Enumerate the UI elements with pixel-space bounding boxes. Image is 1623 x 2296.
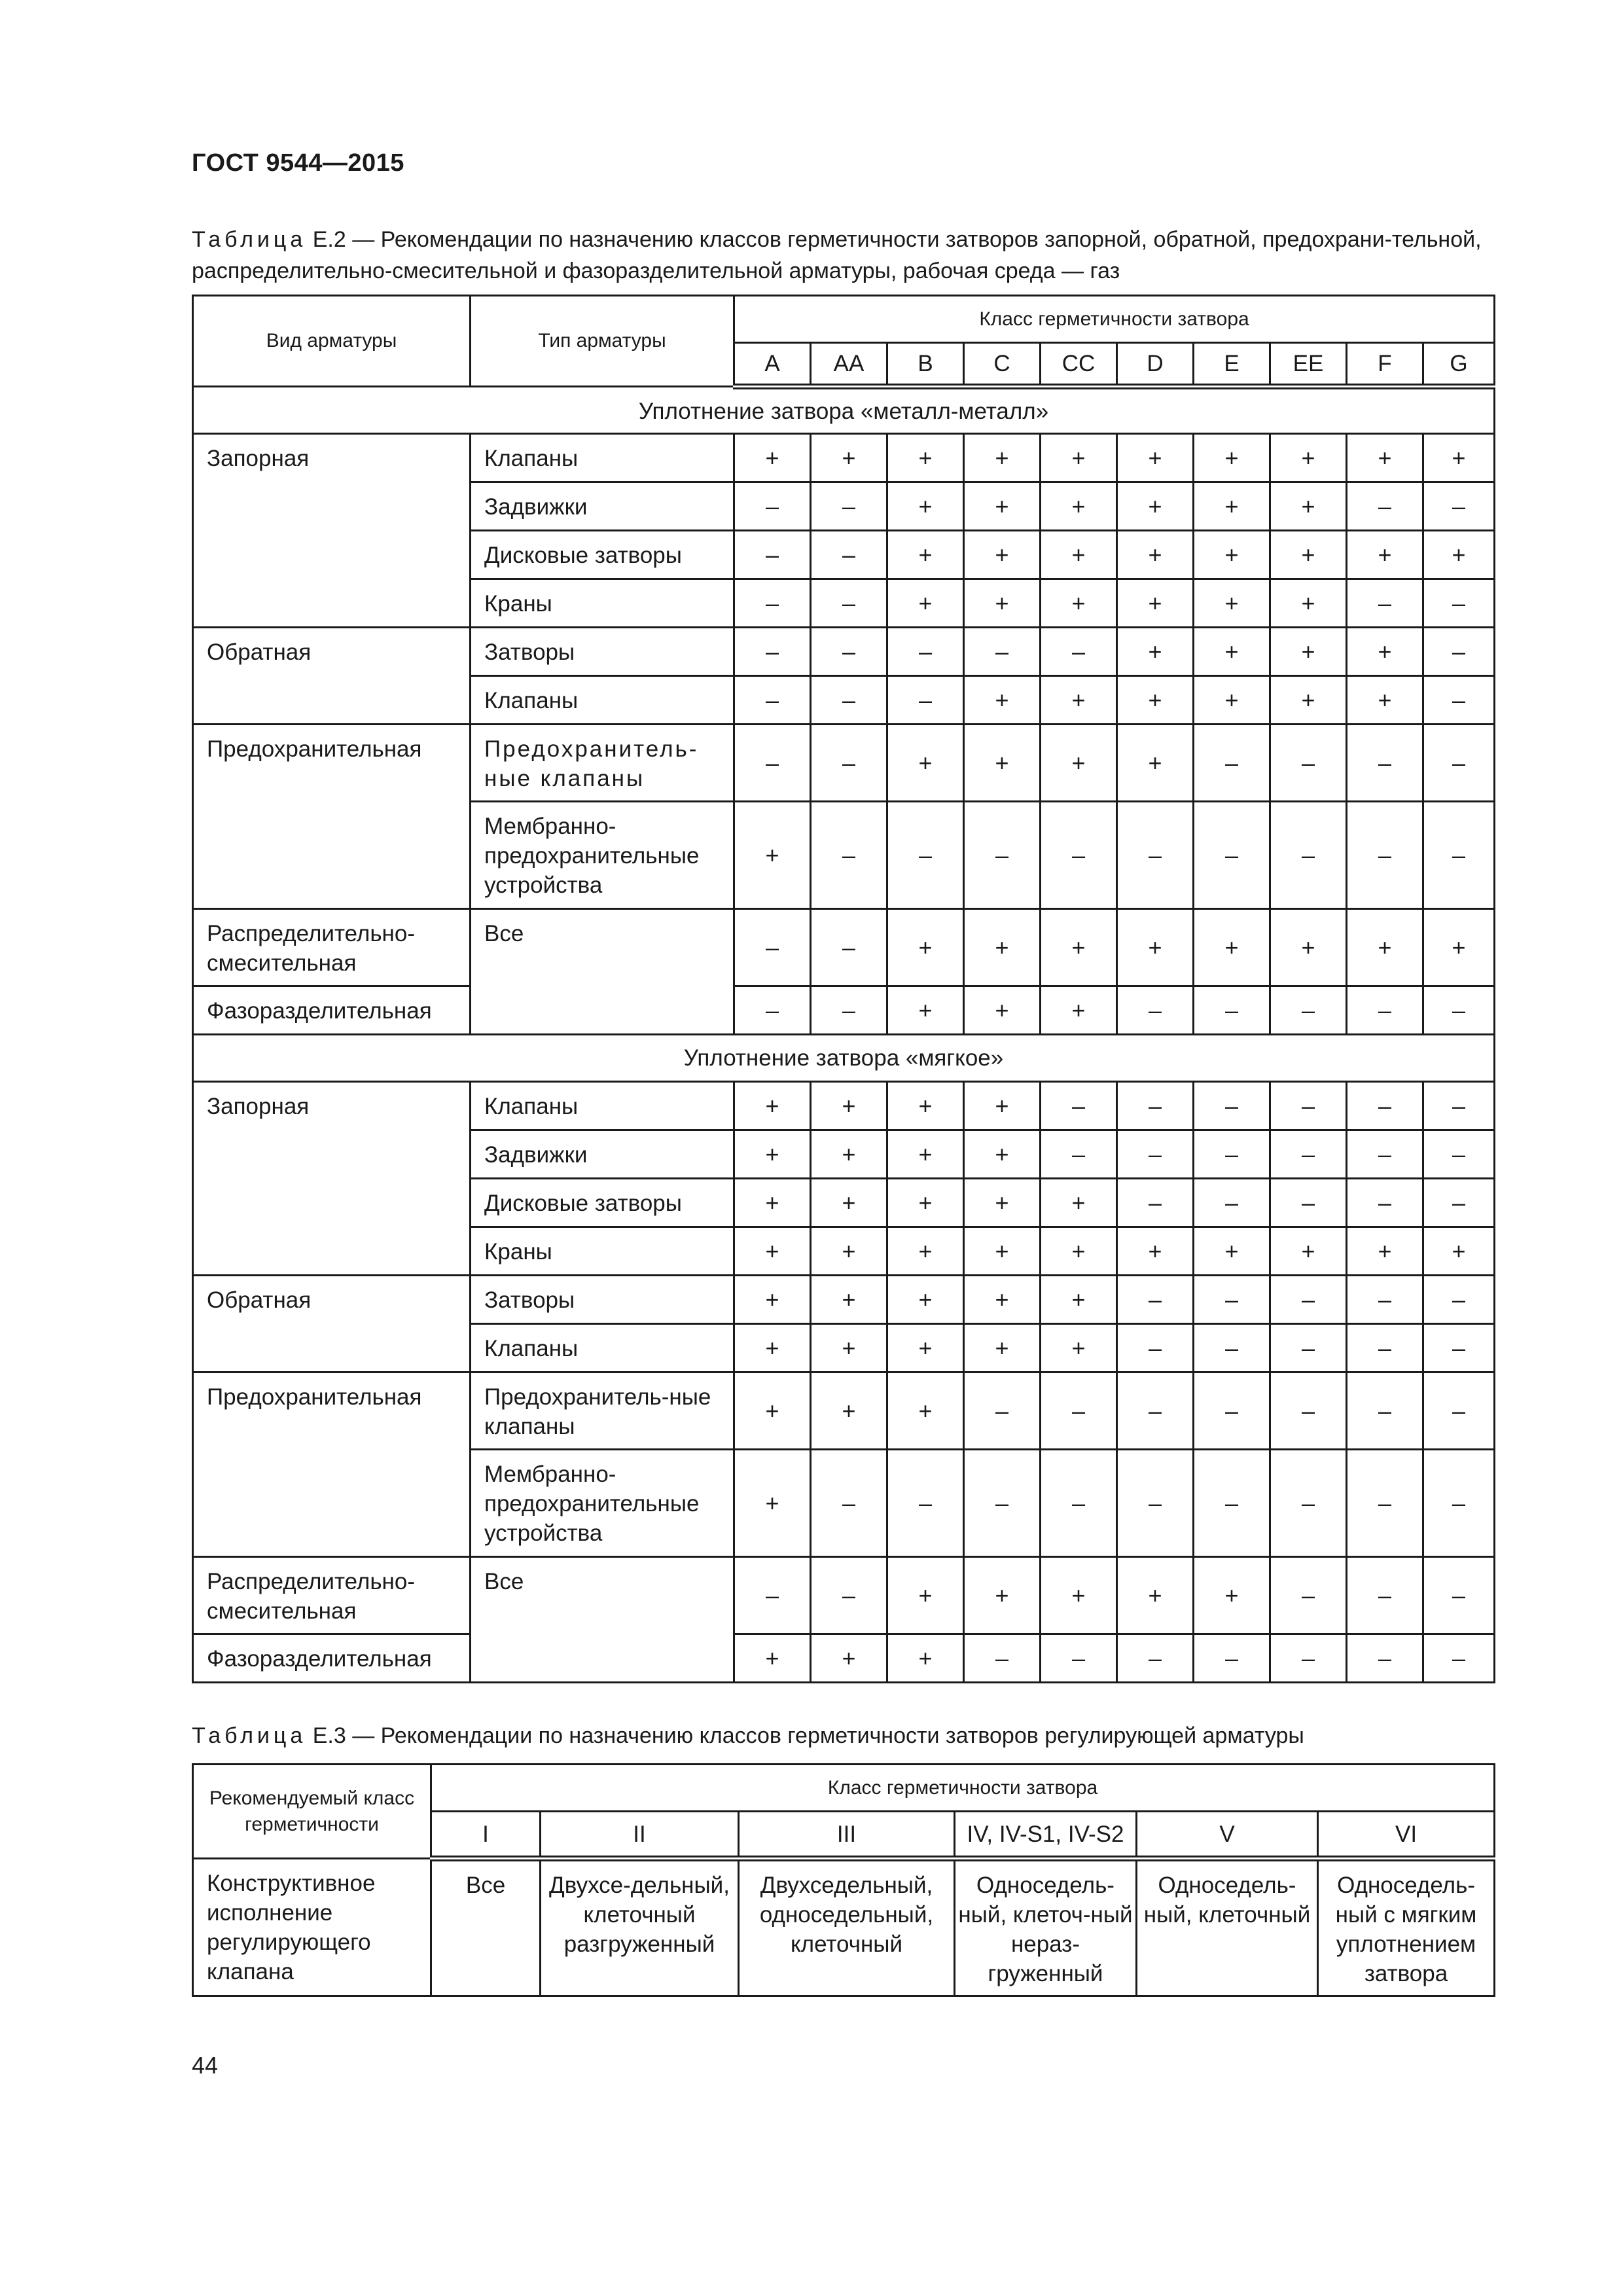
value-cell: – (1041, 1634, 1117, 1683)
value-cell: – (1194, 1179, 1270, 1227)
value-cell: + (1117, 909, 1194, 986)
type-cell: Затворы (471, 628, 734, 676)
value-cell: – (1194, 1130, 1270, 1179)
value-cell: – (811, 725, 887, 802)
value-cell: – (811, 802, 887, 909)
kind-cell: Запорная (193, 1082, 471, 1276)
value-cell: + (811, 1634, 887, 1683)
kind-cell: Предохранительная (193, 1372, 471, 1557)
value-cell: + (1423, 531, 1495, 579)
value-cell: + (1194, 531, 1270, 579)
value-cell: + (1117, 579, 1194, 628)
e3-class-header: III (739, 1812, 955, 1859)
value-cell: – (1117, 1324, 1194, 1372)
value-cell: – (1270, 1634, 1347, 1683)
value-cell: + (1117, 1227, 1194, 1276)
value-cell: – (1117, 1276, 1194, 1324)
class-header-cell: В (887, 343, 964, 387)
type-cell: Мембранно-предохранительные устройства (471, 802, 734, 909)
value-cell: + (734, 1372, 811, 1450)
value-cell: + (1117, 628, 1194, 676)
value-cell: – (734, 482, 811, 531)
value-cell: – (1347, 482, 1423, 531)
type-cell: Задвижки (471, 482, 734, 531)
value-cell: – (964, 1450, 1041, 1557)
value-cell: – (887, 628, 964, 676)
table-e2-body (193, 296, 1495, 1683)
value-cell: – (1194, 1276, 1270, 1324)
value-cell: – (1423, 1324, 1495, 1372)
value-cell: – (1041, 628, 1117, 676)
value-cell: – (811, 482, 887, 531)
value-cell: – (1423, 676, 1495, 725)
document-header: ГОСТ 9544—2015 (192, 149, 404, 177)
value-cell: – (1117, 1179, 1194, 1227)
value-cell: + (1194, 676, 1270, 725)
class-header-cell: АА (811, 343, 887, 387)
value-cell: + (1117, 434, 1194, 482)
value-cell: – (1347, 725, 1423, 802)
value-cell: + (964, 1227, 1041, 1276)
column-header-class-group: Класс герметичности затвора (734, 296, 1495, 343)
value-cell: – (734, 986, 811, 1035)
e3-value-cell: Односедель-ный, клеточный (1137, 1859, 1318, 1996)
value-cell: – (1117, 1082, 1194, 1130)
value-cell: + (1347, 628, 1423, 676)
value-cell: – (734, 1557, 811, 1634)
value-cell: + (1117, 725, 1194, 802)
value-cell: + (1041, 1179, 1117, 1227)
type-cell: Клапаны (471, 1082, 734, 1130)
table-row (193, 628, 1495, 676)
value-cell: – (1194, 1082, 1270, 1130)
value-cell: – (1347, 1179, 1423, 1227)
value-cell: – (1423, 1130, 1495, 1179)
value-cell: + (734, 1324, 811, 1372)
value-cell: + (887, 1276, 964, 1324)
class-header-cell: СС (1041, 343, 1117, 387)
value-cell: + (1041, 909, 1117, 986)
value-cell: – (1270, 1557, 1347, 1634)
value-cell: + (1347, 676, 1423, 725)
table-e2-caption (192, 224, 1501, 287)
value-cell: + (1194, 579, 1270, 628)
value-cell: + (734, 1179, 811, 1227)
value-cell: + (1270, 676, 1347, 725)
value-cell: + (887, 1634, 964, 1683)
value-cell: + (887, 909, 964, 986)
value-cell: – (811, 1450, 887, 1557)
value-cell: – (1347, 1082, 1423, 1130)
kind-cell: Распределительно-смесительная (193, 909, 471, 986)
e3-value-cell: Односедель-ный, клеточ-ный нераз-груженный (955, 1859, 1137, 1996)
value-cell: + (1270, 579, 1347, 628)
e3-value-cell: Все (431, 1859, 541, 1996)
value-cell: – (1347, 1557, 1423, 1634)
value-cell: – (1270, 1082, 1347, 1130)
value-cell: + (887, 725, 964, 802)
type-cell: Клапаны (471, 676, 734, 725)
value-cell: – (811, 909, 887, 986)
value-cell: + (1194, 1227, 1270, 1276)
class-header-cell: E (1194, 343, 1270, 387)
value-cell: – (1270, 1179, 1347, 1227)
value-cell: – (734, 531, 811, 579)
type-cell: Дисковые затворы (471, 531, 734, 579)
value-cell: + (1194, 482, 1270, 531)
type-cell: Дисковые затворы (471, 1179, 734, 1227)
value-cell: – (1270, 1130, 1347, 1179)
value-cell: – (811, 676, 887, 725)
table-e3 (192, 1763, 1495, 1997)
e3-class-header: I (431, 1812, 541, 1859)
table-row (193, 434, 1495, 482)
e3-value-cell: Двухсе-дельный, клеточный разгруженный (541, 1859, 739, 1996)
value-cell: – (1423, 1634, 1495, 1683)
value-cell: + (811, 1130, 887, 1179)
kind-cell: Обратная (193, 1276, 471, 1372)
value-cell: + (887, 1324, 964, 1372)
value-cell: – (1041, 1082, 1117, 1130)
value-cell: – (1270, 1324, 1347, 1372)
value-cell: – (811, 628, 887, 676)
value-cell: + (1194, 628, 1270, 676)
class-header-cell: D (1117, 343, 1194, 387)
value-cell: + (1194, 1557, 1270, 1634)
type-cell: Предохранитель-ные клапаны (471, 1372, 734, 1450)
value-cell: + (964, 1557, 1041, 1634)
value-cell: – (1423, 579, 1495, 628)
value-cell: + (734, 434, 811, 482)
value-cell: + (887, 1557, 964, 1634)
value-cell: – (1423, 1557, 1495, 1634)
value-cell: + (887, 1082, 964, 1130)
value-cell: + (1423, 434, 1495, 482)
value-cell: + (1423, 909, 1495, 986)
value-cell: + (811, 1324, 887, 1372)
value-cell: + (811, 1372, 887, 1450)
value-cell: + (811, 434, 887, 482)
table-e2 (192, 295, 1495, 1683)
value-cell: – (1041, 1372, 1117, 1450)
table-row (193, 1082, 1495, 1130)
e3-row-header: Рекомендуемый класс герметичности (193, 1765, 431, 1859)
value-cell: – (1347, 1372, 1423, 1450)
value-cell: – (734, 725, 811, 802)
type-cell: Все (471, 1557, 734, 1683)
value-cell: + (964, 579, 1041, 628)
value-cell: + (1041, 986, 1117, 1035)
table-e3-caption-prefix: Таблица (192, 1723, 307, 1748)
value-cell: + (1041, 1557, 1117, 1634)
type-cell: Клапаны (471, 434, 734, 482)
kind-cell: Фазоразделительная (193, 1634, 471, 1683)
value-cell: – (1194, 802, 1270, 909)
table-row (193, 1276, 1495, 1324)
value-cell: + (887, 531, 964, 579)
value-cell: – (1117, 1372, 1194, 1450)
value-cell: + (1194, 434, 1270, 482)
value-cell: + (1423, 1227, 1495, 1276)
value-cell: + (1117, 1557, 1194, 1634)
value-cell: – (1347, 802, 1423, 909)
value-cell: + (1347, 531, 1423, 579)
value-cell: + (1041, 725, 1117, 802)
value-cell: + (887, 986, 964, 1035)
value-cell: – (1117, 1130, 1194, 1179)
value-cell: – (1423, 1276, 1495, 1324)
type-cell: Предохранитель-ные клапаны (471, 725, 734, 802)
e3-data-row (193, 1859, 1495, 1996)
value-cell: – (1347, 1276, 1423, 1324)
section-title: Уплотнение затвора «металл-металл» (193, 387, 1495, 434)
kind-cell: Фазоразделительная (193, 986, 471, 1035)
value-cell: – (1423, 1082, 1495, 1130)
value-cell: – (1270, 802, 1347, 909)
kind-cell: Распределительно-смесительная (193, 1557, 471, 1634)
value-cell: + (1117, 482, 1194, 531)
e3-class-header: VI (1318, 1812, 1495, 1859)
value-cell: – (1194, 986, 1270, 1035)
value-cell: + (734, 1082, 811, 1130)
value-cell: – (734, 579, 811, 628)
value-cell: – (1117, 986, 1194, 1035)
value-cell: + (811, 1276, 887, 1324)
table-e2-caption-text: Е.2 — Рекомендации по назначению классов герметичности затворов запорной, обратной, предохрани-тельной, распределительно-смесительной и фазоразделительной арматуры, рабочая среда — газ (192, 227, 1482, 283)
value-cell: + (1117, 676, 1194, 725)
value-cell: + (1041, 1324, 1117, 1372)
type-cell: Затворы (471, 1276, 734, 1324)
value-cell: – (1270, 1276, 1347, 1324)
value-cell: + (964, 531, 1041, 579)
table-e3-caption-text: Е.3 — Рекомендации по назначению классов герметичности затворов регулирующей арматуры (306, 1723, 1304, 1748)
value-cell: – (1347, 1130, 1423, 1179)
type-cell: Мембранно-предохранительные устройства (471, 1450, 734, 1557)
value-cell: + (811, 1227, 887, 1276)
value-cell: – (964, 1372, 1041, 1450)
value-cell: + (1117, 531, 1194, 579)
value-cell: + (1041, 579, 1117, 628)
section-row (193, 387, 1495, 434)
value-cell: – (1270, 725, 1347, 802)
e3-class-group-header: Класс герметичности затвора (431, 1765, 1495, 1812)
value-cell: + (1270, 434, 1347, 482)
value-cell: + (964, 1130, 1041, 1179)
value-cell: + (887, 1372, 964, 1450)
class-header-cell: F (1347, 343, 1423, 387)
class-header-cell: G (1423, 343, 1495, 387)
value-cell: + (887, 1227, 964, 1276)
value-cell: – (964, 1634, 1041, 1683)
value-cell: + (734, 1227, 811, 1276)
value-cell: – (1423, 1372, 1495, 1450)
value-cell: + (734, 1276, 811, 1324)
value-cell: – (1423, 482, 1495, 531)
value-cell: + (734, 1634, 811, 1683)
value-cell: + (811, 1179, 887, 1227)
value-cell: – (887, 676, 964, 725)
value-cell: + (887, 482, 964, 531)
value-cell: + (964, 1324, 1041, 1372)
e3-row-label: Конструктивное исполнение регулирующего клапана (193, 1859, 431, 1996)
value-cell: – (734, 676, 811, 725)
value-cell: – (1194, 1634, 1270, 1683)
value-cell: + (1270, 909, 1347, 986)
table-e2-caption-prefix: Таблица (192, 227, 307, 252)
e3-class-header: II (541, 1812, 739, 1859)
table-row (193, 1634, 1495, 1683)
value-cell: + (1270, 628, 1347, 676)
value-cell: + (964, 676, 1041, 725)
type-cell: Задвижки (471, 1130, 734, 1179)
value-cell: + (964, 1276, 1041, 1324)
type-cell: Краны (471, 579, 734, 628)
value-cell: – (964, 628, 1041, 676)
value-cell: – (1347, 579, 1423, 628)
value-cell: + (964, 1082, 1041, 1130)
section-title: Уплотнение затвора «мягкое» (193, 1035, 1495, 1082)
value-cell: – (811, 1557, 887, 1634)
value-cell: – (1347, 1450, 1423, 1557)
value-cell: – (1194, 1450, 1270, 1557)
value-cell: + (1270, 531, 1347, 579)
value-cell: – (734, 628, 811, 676)
value-cell: + (811, 1082, 887, 1130)
class-header-cell: С (964, 343, 1041, 387)
table-row (193, 986, 1495, 1035)
value-cell: – (887, 802, 964, 909)
value-cell: + (1347, 434, 1423, 482)
value-cell: – (887, 1450, 964, 1557)
page-number: 44 (192, 2052, 219, 2079)
value-cell: – (1423, 1450, 1495, 1557)
value-cell: – (1423, 802, 1495, 909)
table-row (193, 725, 1495, 802)
table-e3-body (193, 1765, 1495, 1996)
value-cell: + (1270, 1227, 1347, 1276)
value-cell: + (887, 1179, 964, 1227)
value-cell: + (1194, 909, 1270, 986)
value-cell: – (1270, 1372, 1347, 1450)
value-cell: – (811, 986, 887, 1035)
value-cell: + (887, 1130, 964, 1179)
value-cell: + (964, 725, 1041, 802)
value-cell: – (1117, 802, 1194, 909)
kind-cell: Обратная (193, 628, 471, 725)
value-cell: + (1347, 1227, 1423, 1276)
class-header-cell: А (734, 343, 811, 387)
type-cell: Краны (471, 1227, 734, 1276)
e3-class-header: IV, IV-S1, IV-S2 (955, 1812, 1137, 1859)
value-cell: + (964, 986, 1041, 1035)
class-header-cell: EE (1270, 343, 1347, 387)
value-cell: – (1423, 986, 1495, 1035)
value-cell: – (1423, 628, 1495, 676)
type-cell: Все (471, 909, 734, 1035)
kind-cell: Предохранительная (193, 725, 471, 909)
value-cell: – (1270, 986, 1347, 1035)
value-cell: – (1194, 1324, 1270, 1372)
column-header-vid: Вид арматуры (193, 296, 471, 387)
value-cell: – (1423, 1179, 1495, 1227)
value-cell: – (1194, 1372, 1270, 1450)
e3-class-header: V (1137, 1812, 1318, 1859)
table-row (193, 909, 1495, 986)
value-cell: – (1347, 1634, 1423, 1683)
value-cell: + (734, 802, 811, 909)
value-cell: – (811, 579, 887, 628)
value-cell: – (1347, 986, 1423, 1035)
value-cell: – (1270, 1450, 1347, 1557)
value-cell: – (734, 909, 811, 986)
value-cell: + (1041, 434, 1117, 482)
value-cell: + (964, 1179, 1041, 1227)
value-cell: – (811, 531, 887, 579)
table-row (193, 1372, 1495, 1450)
value-cell: – (1194, 725, 1270, 802)
value-cell: – (1423, 725, 1495, 802)
value-cell: + (964, 909, 1041, 986)
value-cell: + (1041, 1227, 1117, 1276)
e3-value-cell: Односедель-ный с мягким уплотнением затвора (1318, 1859, 1495, 1996)
value-cell: – (1041, 802, 1117, 909)
value-cell: + (964, 482, 1041, 531)
e3-value-cell: Двухседельный, односедельный, клеточный (739, 1859, 955, 1996)
value-cell: – (1041, 1130, 1117, 1179)
value-cell: + (964, 434, 1041, 482)
value-cell: + (1270, 482, 1347, 531)
value-cell: + (734, 1130, 811, 1179)
value-cell: + (1041, 1276, 1117, 1324)
value-cell: + (887, 434, 964, 482)
value-cell: – (1041, 1450, 1117, 1557)
table-row (193, 1557, 1495, 1634)
value-cell: + (1041, 676, 1117, 725)
type-cell: Клапаны (471, 1324, 734, 1372)
value-cell: – (1347, 1324, 1423, 1372)
value-cell: + (887, 579, 964, 628)
value-cell: – (964, 802, 1041, 909)
table-e3-caption (192, 1720, 1501, 1751)
value-cell: – (1117, 1450, 1194, 1557)
kind-cell: Запорная (193, 434, 471, 628)
section-row (193, 1035, 1495, 1082)
value-cell: + (1347, 909, 1423, 986)
value-cell: + (1041, 482, 1117, 531)
value-cell: + (734, 1450, 811, 1557)
value-cell: + (1041, 531, 1117, 579)
value-cell: – (1117, 1634, 1194, 1683)
column-header-tip: Тип арматуры (471, 296, 734, 387)
